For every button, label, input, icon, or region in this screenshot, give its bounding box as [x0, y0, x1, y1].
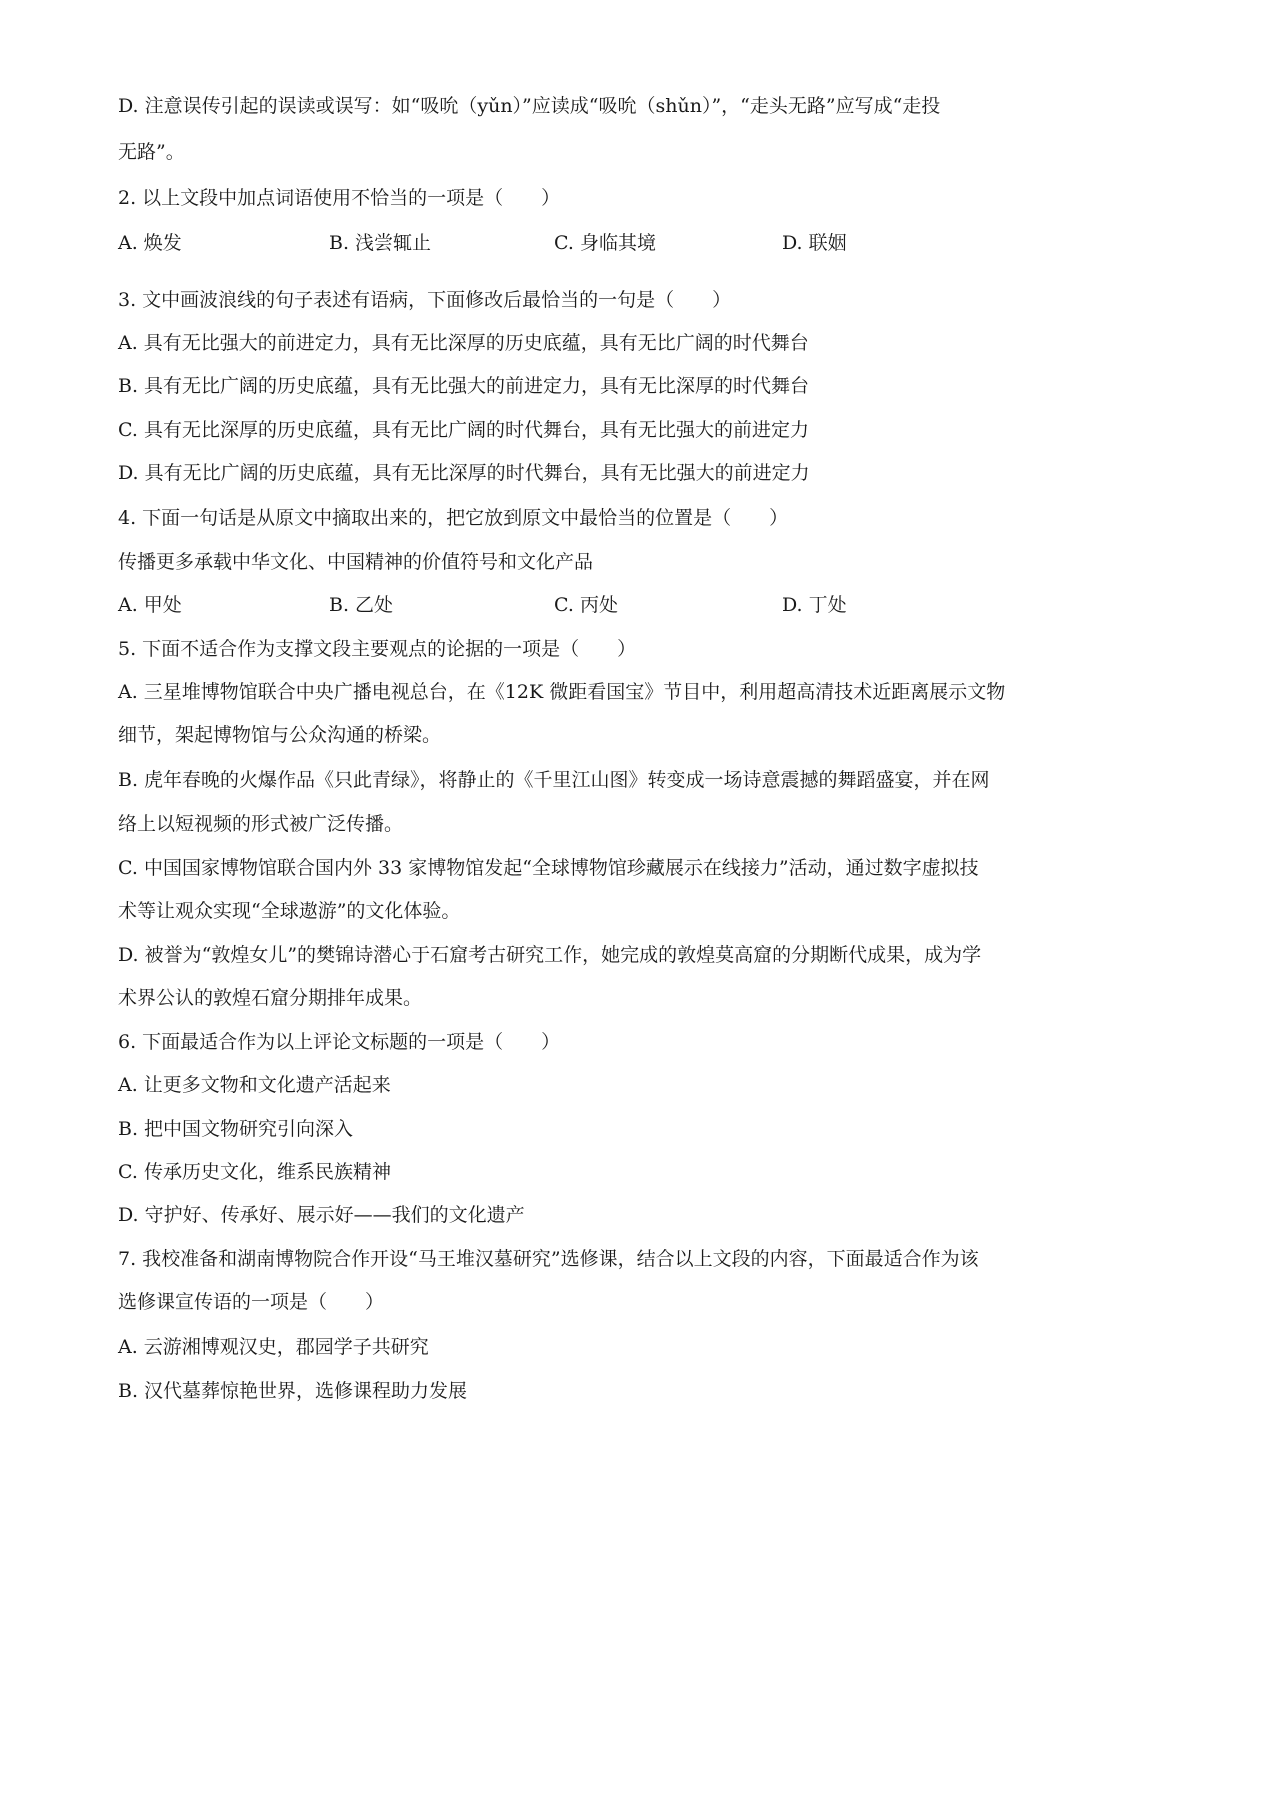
question-2-stem: 2. 以上文段中加点词语使用不恰当的一项是（ ） — [118, 187, 561, 209]
q5-option-a-line1: A. 三星堆博物馆联合中央广播电视总台，在《12K 微距看国宝》节目中，利用超高清技术近距离展示文物 — [118, 681, 1006, 703]
q5-option-d-line1: D. 被誉为“敦煌女儿”的樊锦诗潜心于石窟考古研究工作，她完成的敦煌莫高窟的分期断代成果，成为学 — [118, 944, 982, 966]
q2-option-c: C. 身临其境 — [554, 232, 656, 254]
q6-option-d: D. 守护好、传承好、展示好——我们的文化遗产 — [118, 1204, 525, 1226]
q1-option-d-line2: 无路”。 — [118, 141, 185, 163]
q6-option-a: A. 让更多文物和文化遗产活起来 — [118, 1074, 391, 1096]
q4-option-b: B. 乙处 — [329, 594, 394, 616]
question-6-stem: 6. 下面最适合作为以上评论文标题的一项是（ ） — [118, 1031, 561, 1053]
q5-option-b-line2: 络上以短视频的形式被广泛传播。 — [118, 813, 404, 835]
question-7-stem-line2: 选修课宣传语的一项是（ ） — [118, 1291, 385, 1313]
q7-option-a: A. 云游湘博观汉史，郡园学子共研究 — [118, 1336, 429, 1358]
q5-option-d-line2: 术界公认的敦煌石窟分期排年成果。 — [118, 987, 423, 1009]
q5-option-a-line2: 细节，架起博物馆与公众沟通的桥梁。 — [118, 724, 442, 746]
q2-option-b: B. 浅尝辄止 — [329, 232, 432, 254]
q4-option-a: A. 甲处 — [118, 594, 182, 616]
q4-quoted-sentence: 传播更多承载中华文化、中国精神的价值符号和文化产品 — [118, 551, 594, 573]
q3-option-c: C. 具有无比深厚的历史底蕴，具有无比广阔的时代舞台，具有无比强大的前进定力 — [118, 419, 809, 441]
q5-option-c-line1: C. 中国国家博物馆联合国内外 33 家博物馆发起“全球博物馆珍藏展示在线接力”活动，通过数字虚拟技 — [118, 857, 979, 879]
question-5-stem: 5. 下面不适合作为支撑文段主要观点的论据的一项是（ ） — [118, 638, 637, 660]
q6-option-b: B. 把中国文物研究引向深入 — [118, 1118, 354, 1140]
q3-option-d: D. 具有无比广阔的历史底蕴，具有无比深厚的时代舞台，具有无比强大的前进定力 — [118, 462, 810, 484]
q3-option-b: B. 具有无比广阔的历史底蕴，具有无比强大的前进定力，具有无比深厚的时代舞台 — [118, 375, 810, 397]
q7-option-b: B. 汉代墓葬惊艳世界，选修课程助力发展 — [118, 1380, 468, 1402]
q4-option-c: C. 丙处 — [554, 594, 618, 616]
q5-option-c-line2: 术等让观众实现“全球遨游”的文化体验。 — [118, 900, 461, 922]
question-3-stem: 3. 文中画波浪线的句子表述有语病，下面修改后最恰当的一句是（ ） — [118, 289, 732, 311]
q1-option-d-line1: D. 注意误传引起的误读或误写：如“吸吮（yǔn）”应读成“吸吮（shǔn）”，“走头无路”应写成“走投 — [118, 95, 941, 117]
question-7-stem-line1: 7. 我校准备和湖南博物院合作开设“马王堆汉墓研究”选修课，结合以上文段的内容，下面最适合作为该 — [118, 1248, 979, 1270]
q6-option-c: C. 传承历史文化，维系民族精神 — [118, 1161, 391, 1183]
q3-option-a: A. 具有无比强大的前进定力，具有无比深厚的历史底蕴，具有无比广阔的时代舞台 — [118, 332, 809, 354]
q4-option-d: D. 丁处 — [782, 594, 847, 616]
q2-option-d: D. 联姻 — [782, 232, 847, 254]
q2-option-a: A. 焕发 — [118, 232, 182, 254]
question-4-stem: 4. 下面一句话是从原文中摘取出来的，把它放到原文中最恰当的位置是（ ） — [118, 507, 789, 529]
q5-option-b-line1: B. 虎年春晚的火爆作品《只此青绿》，将静止的《千里江山图》转变成一场诗意震撼的舞蹈盛宴，并在网 — [118, 769, 990, 791]
